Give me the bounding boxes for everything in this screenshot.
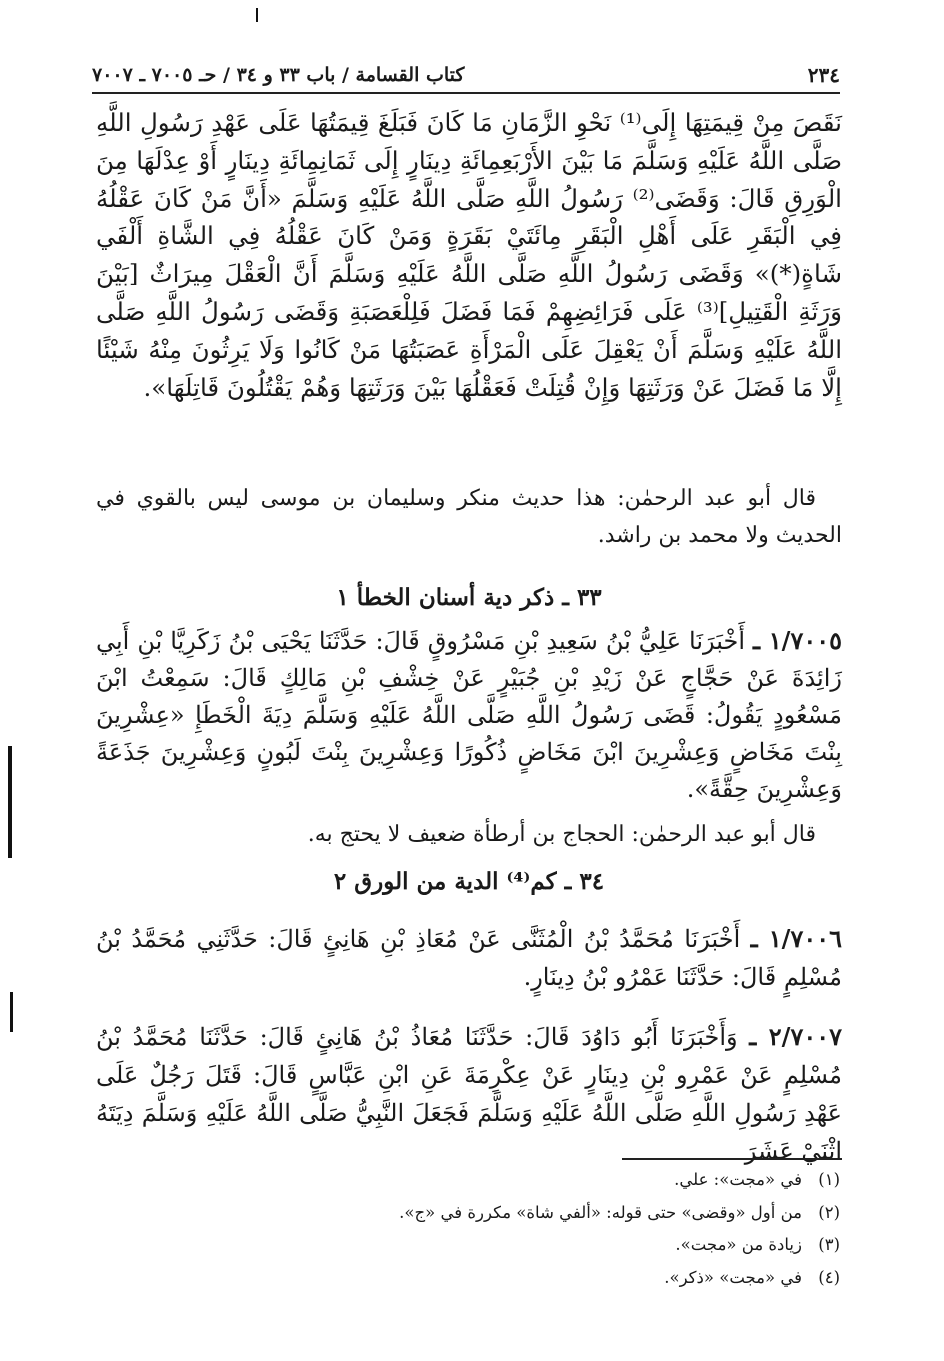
footnote-number: (١) — [818, 1170, 840, 1189]
footnote-number: (٣) — [818, 1235, 840, 1254]
running-header — [92, 58, 840, 94]
footnote-1 — [96, 1164, 840, 1197]
section-33-title: ٣٣ ـ ذكر دية أسنان الخطأ ١ — [336, 584, 602, 611]
footnote-text: زيادة من «مجت». — [675, 1235, 802, 1254]
footnote-3 — [96, 1229, 840, 1262]
hadith-7007-number: ٢/٧٠٠٧ ـ — [749, 1022, 842, 1051]
hadith-7005-text: أَخْبَرَنَا عَلِيُّ بْنُ سَعِيدِ بْنِ مَسْرُوقٍ قَالَ: حَدَّثَنَا يَحْيَى بْنُ زَكَرِيَّا بْنِ أَبِي زَائِدَةَ عَنْ حَجَّاجٍ عَنْ زَيْدِ بْنِ جُبَيْرٍ عَنْ خِشْفِ بْنِ مَالِكٍ قَالَ: سَمِعْتُ ابْنَ مَسْعُودٍ يَقُولُ: قَضَى رَسُولُ اللَّهِ صَلَّى اللَّهُ عَلَيْهِ وَسَلَّمَ دِيَةَ الْخَطَإِ «عِشْرِينَ بِنْتَ مَخَاضٍ وَعِشْرِينَ ابْنَ مَخَاضٍ ذُكُورًا وَعِشْرِينَ بِنْتَ لَبُونٍ وَعِشْرِينَ جَذَعَةً وَعِشْرِينَ حِقَّةً». — [96, 627, 842, 803]
hadith-7007-text: وَأَخْبَرَنَا أَبُو دَاوُدَ قَالَ: حَدَّثَنَا مُعَاذُ بْنُ هَانِئٍ قَالَ: حَدَّثَنَا مُحَمَّدُ بْنُ مُسْلِمٍ عَنْ عَمْرِو بْنِ دِينَارٍ عَنْ عِكْرِمَةَ عَنِ ابْنِ عَبَّاسٍ قَالَ: قَتَلَ رَجُلٌ عَلَى عَهْدِ رَسُولِ اللَّهِ صَلَّى اللَّهُ عَلَيْهِ وَسَلَّمَ فَجَعَلَ النَّبِيُّ صَلَّى اللَّهُ عَلَيْهِ وَسَلَّمَ دِيَتَهُ اثْنَيْ عَشَرَ — [96, 1023, 843, 1165]
author-comment-2: قال أبو عبد الرحمٰن: الحجاج بن أرطأة ضعيف لا يحتج به. — [307, 822, 816, 847]
hadith-7006-text: أَخْبَرَنَا مُحَمَّدُ بْنُ الْمُثَنَّى عَنْ مُعَاذِ بْنِ هَانِئٍ قَالَ: حَدَّثَنِي مُحَمَّدُ بْنُ مُسْلِمٍ قَالَ: حَدَّثَنَا عَمْرُو بْنُ دِينَارٍ. — [96, 925, 842, 991]
footnote-divider — [622, 1158, 842, 1160]
hadith-7006 — [96, 920, 842, 996]
footnote-4 — [96, 1262, 840, 1295]
page-number: ٢٣٤ — [807, 63, 840, 87]
footnote-text: في «مجت» «ذكر». — [664, 1267, 802, 1287]
hadith-continuation: نَقَصَ مِنْ قِيمَتِهَا إِلَى⁽¹⁾ نَحْوِ الزَّمَانِ مَا كَانَ فَبَلَغَ قِيمَتُهَا عَلَى عَهْدِ رَسُولِ اللَّهِ صَلَّى اللَّهُ عَلَيْهِ وَسَلَّمَ مَا بَيْنَ الأَرْبَعِمِائَةِ دِينَارٍ إِلَى ثَمَانِمِائَةِ دِينَارٍ أَوْ عِدْلَهَا مِنَ الْوَرِقِ قَالَ: وَقَضَى⁽²⁾ رَسُولُ اللَّهِ صَلَّى اللَّهُ عَلَيْهِ وَسَلَّمَ «أَنَّ مَنْ كَانَ عَقْلُهُ فِي الْبَقَرِ عَلَى أَهْلِ الْبَقَرِ مِائَتَيْ بَقَرَةٍ وَمَنْ كَانَ عَقْلُهُ فِي الشَّاةِ أَلْفَي شَاةٍ(*)» وَقَضَى رَسُولُ اللَّهِ صَلَّى اللَّهُ عَلَيْهِ وَسَلَّمَ أَنَّ الْعَقْلَ مِيرَاثٌ [بَيْنَ وَرَثَةِ الْقَتِيلِ]⁽³⁾ عَلَى فَرَائِضِهِمْ فَمَا فَضَلَ فَلِلْعَصَبَةِ وَقَضَى رَسُولُ اللَّهِ صَلَّى اللَّهُ عَلَيْهِ وَسَلَّمَ أَنْ يَعْقِلَ عَلَى الْمَرْأَةِ عَصَبَتُهَا مَنْ كَانُوا وَلَا يَرِثُونَ مِنْهُ شَيْئًا إِلَّا مَا فَضَلَ عَنْ وَرَثَتِهَا وَإِنْ قُتِلَتْ فَعَقْلُهَا بَيْنَ وَرَثَتِهَا وَهُمْ يَقْتُلُونَ قَاتِلَهَا». — [96, 108, 843, 402]
footnote-text: من أول «وقضى» حتى قوله: «ألفي شاة» مكررة في «ج». — [399, 1202, 802, 1222]
footnote-number: (٢) — [818, 1202, 840, 1222]
hadith-7006-number: ١/٧٠٠٦ ـ — [750, 924, 842, 953]
scan-artifact-left-1 — [8, 746, 12, 858]
scan-artifact-top — [256, 8, 258, 22]
hadith-7007 — [96, 1018, 842, 1170]
footnote-number: (٤) — [818, 1267, 840, 1287]
section-34-title: ٣٤ ـ كم⁽⁴⁾ الدية من الورق ٢ — [333, 868, 605, 895]
footnotes — [96, 1164, 840, 1294]
hadith-7005 — [96, 622, 842, 808]
footnote-text: في «مجت»: علي. — [674, 1170, 802, 1189]
footnote-2 — [96, 1197, 840, 1230]
hadith-7005-number: ١/٧٠٠٥ ـ — [753, 626, 842, 655]
author-comment-1: قال أبو عبد الرحمٰن: هذا حديث منكر وسليمان بن موسى ليس بالقوي في الحديث ولا محمد بن راشد. — [96, 486, 842, 548]
running-title: كتاب القسامة / باب ٣٣ و ٣٤ / حـ ٧٠٠٥ ـ ٧٠٠٧ — [92, 64, 465, 86]
scan-artifact-left-2 — [10, 992, 13, 1032]
